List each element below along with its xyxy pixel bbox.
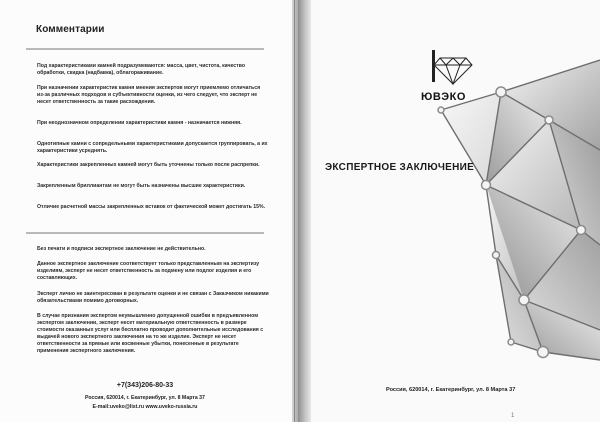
document-title: ЭКСПЕРТНОЕ ЗАКЛЮЧЕНИЕ xyxy=(325,162,475,173)
page-gutter-shadow xyxy=(298,0,311,422)
right-page xyxy=(311,0,600,422)
comment-paragraph: Характеристики закрепленных камней могут быть уточнены только после распрепки. xyxy=(37,162,260,168)
comment-paragraph: Отличие расчетной массы закрепленных вставок от фактической может достигать 15%. xyxy=(37,204,266,210)
page-mark: 1 xyxy=(511,413,515,419)
brand-name: ЮВЭКО xyxy=(421,91,466,103)
comment-paragraph: Однотипные камни с сопредельными характеристиками допускается группировать, а их характеристики усреднять. xyxy=(37,141,268,155)
divider-top xyxy=(26,48,264,50)
divider-middle xyxy=(26,232,264,234)
comment-paragraph: При назначении характеристик камня мнения экспертов могут приемлемо отличаться из-за различных подходов и субъективности оценки, из чего следует, что эксперт не несет ответственность за такие расхождения. xyxy=(37,85,261,106)
spine-line xyxy=(294,0,295,422)
left-page xyxy=(0,0,292,422)
comment-paragraph: Закрепленным бриллиантам не могут быть назначены высшие характеристики. xyxy=(37,183,246,189)
comments-title: Комментарии xyxy=(36,24,105,35)
notice-paragraph: Без печати и подписи экспертное заключение не действительно. xyxy=(37,246,206,252)
diamond-logo-icon xyxy=(432,48,474,88)
comment-paragraph: При неоднозначном определении характеристики камня - назначается нижняя. xyxy=(37,120,242,126)
notice-paragraph: Эксперт лично не заинтересован в результате оценки и не связан с Заказчиком никакими обязательствами помимо договорных. xyxy=(37,291,269,305)
contact-address: Россия, 620014, г. Екатеринбург, ул. 8 Марта 37 xyxy=(85,395,205,401)
comment-paragraph: Под характеристиками камней подразумеваются: масса, цвет, чистота, качество обработки, скидка (надбавка), облагораживание. xyxy=(37,63,246,77)
notice-paragraph: В случае признания экспертом неумышленно допущенной ошибки в предъявленном экспертом заключении, эксперт несет материальную ответственность в размере стоимости оказанных услуг или бесплатно проводит дополнительные исследования с выдачей нового экспертного заключения на то же изделие. Эксперт не несет ответственности за прямые или косвенные убытки, понесенные в результате применения экспертного заключения. xyxy=(37,313,264,355)
footer-address: Россия, 620014, г. Екатеринбург, ул. 8 Марта 37 xyxy=(386,387,516,393)
contact-email-web: E-mail:uveko@list.ru www.uveko-russia.ru xyxy=(92,404,198,410)
phone-number: +7(343)206-80-33 xyxy=(116,382,174,389)
notice-paragraph: Данное экспертное заключение соответствует только представленным на экспертизу изделиям, эксперт не несет ответственность за подмену или подлог изделия и его составляющих. xyxy=(37,261,260,282)
